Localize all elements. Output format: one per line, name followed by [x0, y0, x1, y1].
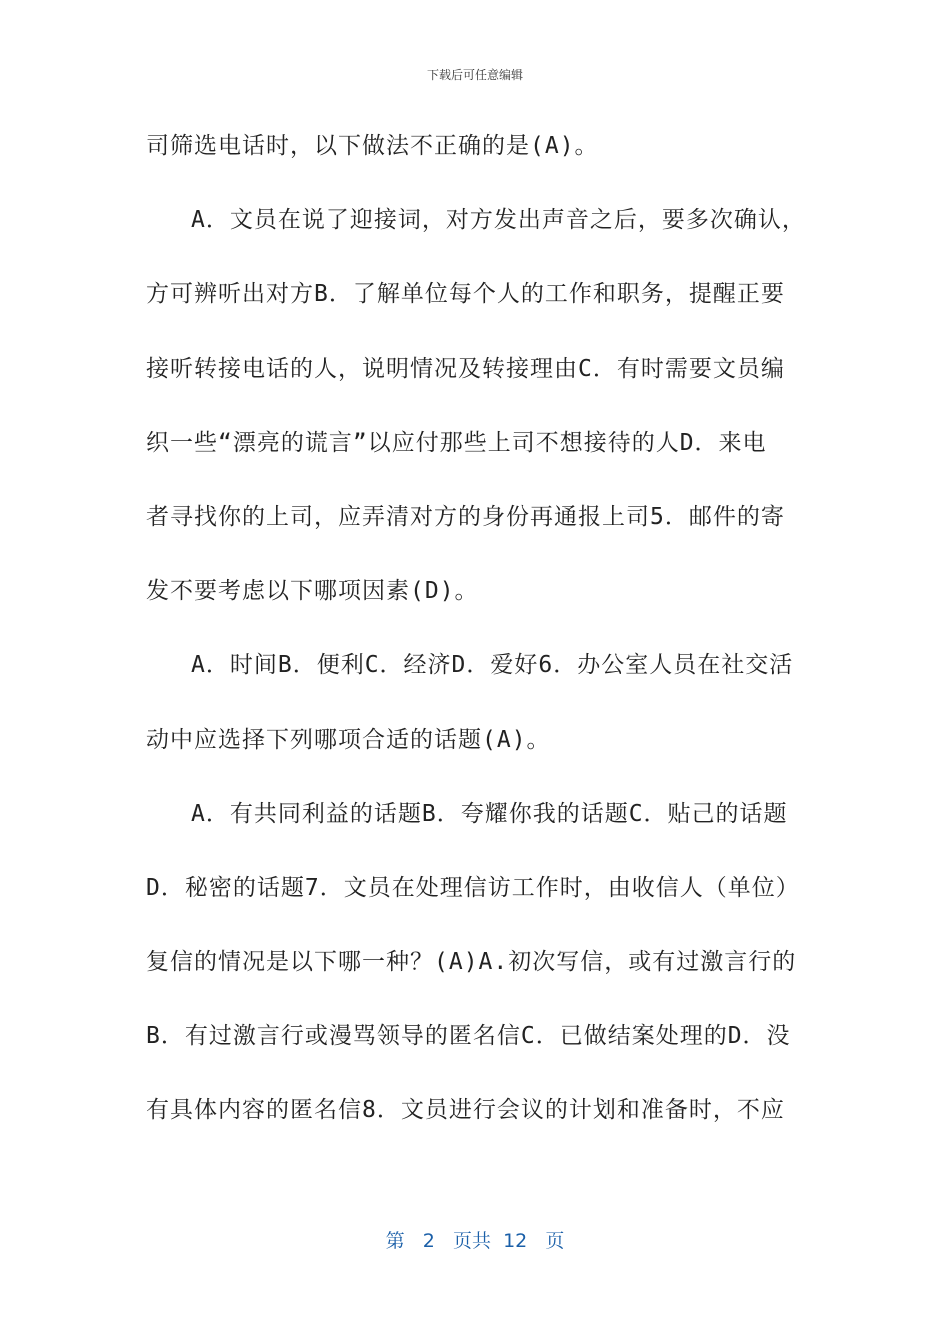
- current-page-number: 2: [422, 1230, 435, 1252]
- page-label-mid: 页共: [452, 1230, 491, 1252]
- text-line-6: 者寻找你的上司，应弄清对方的身份再通报上司5．邮件的寄: [146, 503, 785, 530]
- page-header: 下载后可任意编辑: [426, 68, 523, 82]
- page-label-prefix: 第: [385, 1230, 405, 1252]
- text-line-7: 发不要考虑以下哪项因素(D)。: [146, 578, 479, 605]
- text-line-8: A．时间B．便利C．经济D．爱好6．办公室人员在社交活: [191, 652, 794, 679]
- text-line-11: D．秘密的话题7．文员在处理信访工作时，由收信人（单位）: [146, 874, 800, 901]
- text-line-12: 复信的情况是以下哪一种？(A)A.初次写信，或有过激言行的: [146, 949, 797, 976]
- text-line-2: A．文员在说了迎接词，对方发出声音之后，要多次确认，: [191, 207, 806, 234]
- text-line-10: A．有共同利益的话题B．夸耀你我的话题C．贴己的话题: [191, 800, 788, 827]
- page-label-suffix: 页: [545, 1230, 565, 1252]
- page-footer: [0, 1226, 950, 1253]
- text-line-13: B．有过激言行或漫骂领导的匿名信C．已做结案处理的D．没: [146, 1023, 791, 1050]
- total-pages-number: 12: [503, 1230, 528, 1252]
- text-line-1: 司筛选电话时，以下做法不正确的是(A)。: [146, 133, 599, 159]
- text-line-14: 有具体内容的匿名信8．文员进行会议的计划和准备时，不应: [146, 1097, 785, 1124]
- text-line-5: 织一些“漂亮的谎言”以应付那些上司不想接待的人D．来电: [146, 429, 767, 456]
- text-line-4: 接听转接电话的人，说明情况及转接理由C．有时需要文员编: [146, 355, 785, 382]
- document-body: [146, 121, 806, 1160]
- text-line-9: 动中应选择下列哪项合适的话题(A)。: [146, 726, 551, 753]
- text-line-3: 方可辨听出对方B．了解单位每个人的工作和职务，提醒正要: [146, 281, 785, 308]
